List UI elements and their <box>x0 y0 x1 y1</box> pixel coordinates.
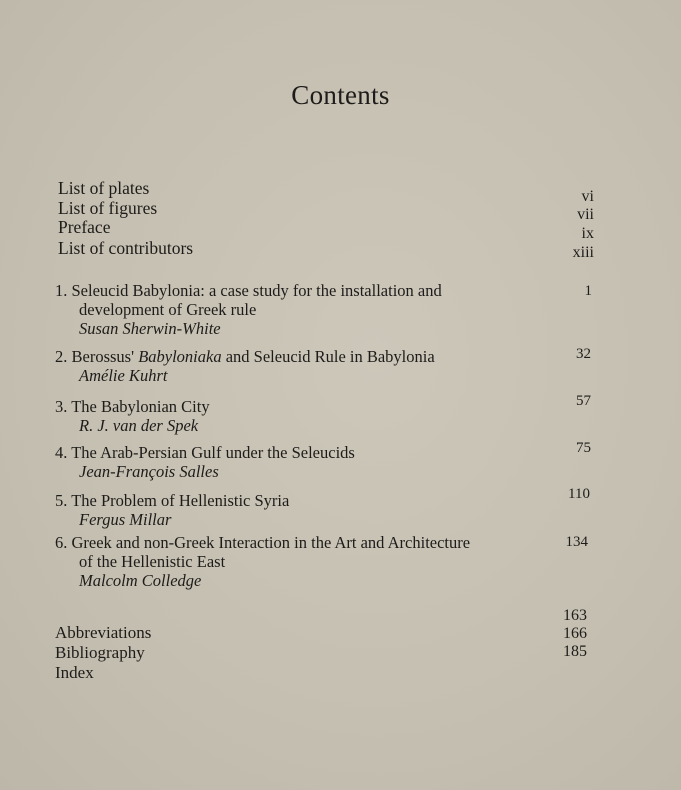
chapter-title-part: Berossus' <box>71 347 139 366</box>
toc-page-number: xiii <box>572 244 594 261</box>
toc-chapter-5 <box>55 491 289 529</box>
chapter-page-number: 134 <box>565 534 588 550</box>
toc-page-number: ix <box>581 225 594 242</box>
toc-page-number: 185 <box>563 643 587 660</box>
chapter-number: 5. <box>55 491 68 510</box>
chapter-number: 4. <box>55 443 68 462</box>
chapter-title-part: and Seleucid Rule in Babylonia <box>221 347 435 366</box>
chapter-author: Fergus Millar <box>79 510 172 529</box>
page-title: Contents <box>291 80 390 110</box>
toc-page-number: 163 <box>563 607 587 624</box>
chapter-author: R. J. van der Spek <box>79 416 199 435</box>
chapter-number: 2. <box>55 347 68 366</box>
toc-chapter-1 <box>55 281 442 338</box>
chapter-number: 1. <box>55 281 68 300</box>
chapter-author: Amélie Kuhrt <box>79 366 168 385</box>
chapter-title-line: of the Hellenistic East <box>79 552 226 571</box>
chapter-author: Jean-François Salles <box>79 462 219 481</box>
chapter-title-line: Greek and non-Greek Interaction in the Art and Architecture <box>71 533 471 552</box>
toc-chapter-3 <box>55 397 210 435</box>
chapter-title-line: Seleucid Babylonia: a case study for the installation and <box>71 281 442 300</box>
toc-entry-list-of-plates: List of plates <box>58 178 150 198</box>
chapter-title-line: The Problem of Hellenistic Syria <box>71 491 290 510</box>
chapter-page-number: 1 <box>584 283 592 299</box>
toc-entry-preface: Preface <box>58 217 111 237</box>
toc-entry-list-of-figures: List of figures <box>58 198 158 218</box>
chapter-title-line: The Babylonian City <box>71 397 210 416</box>
chapter-page-number: 110 <box>568 486 590 502</box>
toc-chapter-6 <box>55 533 470 590</box>
chapter-page-number: 75 <box>576 440 591 456</box>
toc-entry-bibliography: Bibliography <box>55 643 145 662</box>
chapter-page-number: 57 <box>576 393 591 409</box>
toc-page-number: vii <box>577 206 594 223</box>
chapter-title-line: The Arab-Persian Gulf under the Seleucids <box>71 443 355 462</box>
toc-entry-list-of-contributors: List of contributors <box>58 238 194 258</box>
chapter-number: 3. <box>55 397 68 416</box>
toc-chapter-2 <box>55 347 435 385</box>
toc-page-number: 166 <box>563 625 587 642</box>
toc-entry-index: Index <box>55 663 94 682</box>
toc-chapter-4 <box>55 443 355 481</box>
chapter-author: Malcolm Colledge <box>79 571 202 590</box>
chapter-number: 6. <box>55 533 68 552</box>
chapter-page-number: 32 <box>576 346 591 362</box>
toc-entry-abbreviations: Abbreviations <box>55 623 152 642</box>
chapter-title-line: development of Greek rule <box>79 300 257 319</box>
toc-page-number: vi <box>581 188 594 205</box>
chapter-title-italic: Babyloniaka <box>138 347 222 366</box>
chapter-author: Susan Sherwin-White <box>79 319 221 338</box>
